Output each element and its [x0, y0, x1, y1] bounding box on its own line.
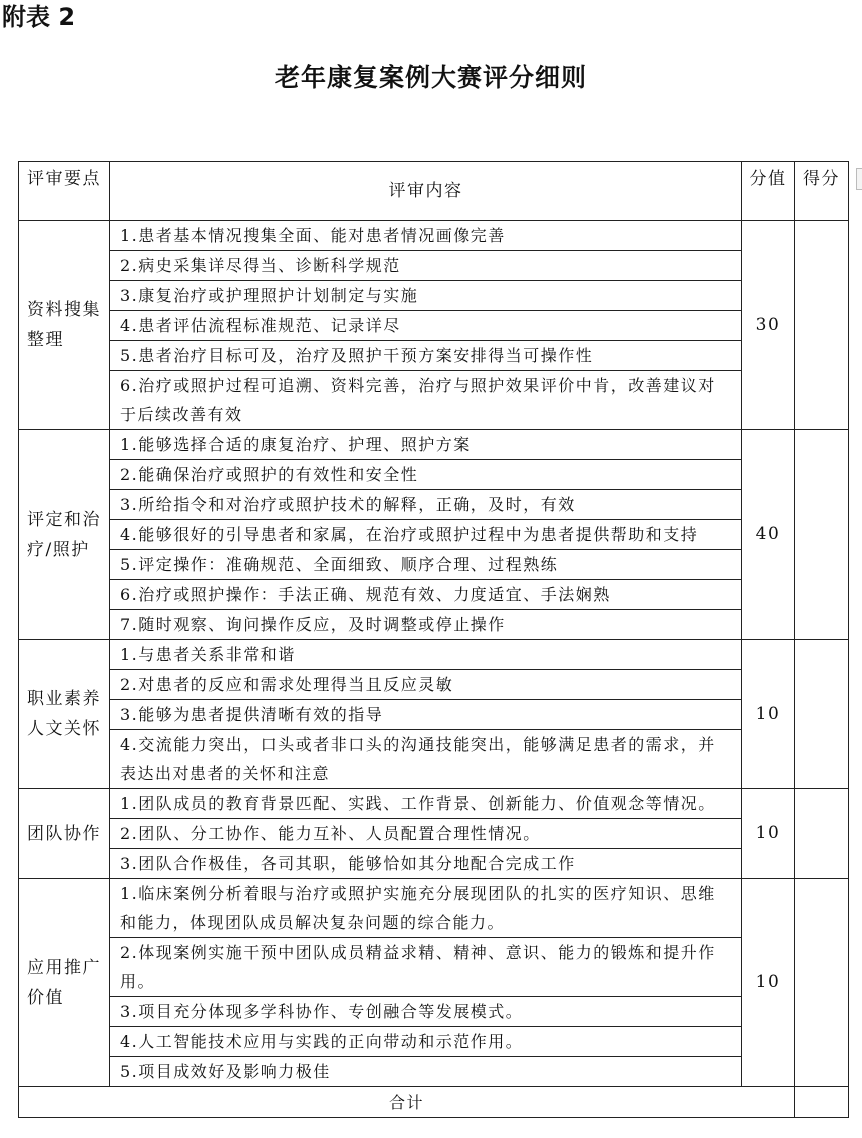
table-row — [19, 550, 849, 580]
criterion-item: 1.患者基本情况搜集全面、能对患者情况画像完善 — [110, 221, 742, 251]
criterion-item: 3.团队合作极佳，各司其职，能够恰如其分地配合完成工作 — [110, 849, 742, 879]
criterion-item: 4.能够很好的引导患者和家属，在治疗或照护过程中为患者提供帮助和支持 — [110, 520, 742, 550]
section-category: 应用推广价值 — [19, 879, 110, 1087]
criterion-item: 2.病史采集详尽得当、诊断科学规范 — [110, 251, 742, 281]
criterion-item: 4.交流能力突出，口头或者非口头的沟通技能突出，能够满足患者的需求，并表达出对患者的关怀和注意 — [110, 730, 742, 789]
header-score: 分值 — [742, 162, 795, 221]
criterion-item: 1.能够选择合适的康复治疗、护理、照护方案 — [110, 430, 742, 460]
table-row — [19, 670, 849, 700]
table-row — [19, 281, 849, 311]
criterion-item: 3.康复治疗或护理照护计划制定与实施 — [110, 281, 742, 311]
table-row — [19, 1027, 849, 1057]
scoring-table — [18, 161, 849, 1118]
criterion-item: 2.团队、分工协作、能力互补、人员配置合理性情况。 — [110, 819, 742, 849]
section-score: 40 — [742, 430, 795, 640]
criterion-item: 4.人工智能技术应用与实践的正向带动和示范作用。 — [110, 1027, 742, 1057]
table-row — [19, 1057, 849, 1087]
obtained-score-cell[interactable] — [795, 879, 849, 1087]
obtained-score-cell[interactable] — [795, 221, 849, 430]
criterion-item: 6.治疗或照护过程可追溯、资料完善，治疗与照护效果评价中肯，改善建议对于后续改善有效 — [110, 371, 742, 430]
table-row — [19, 819, 849, 849]
table-row — [19, 789, 849, 819]
table-row — [19, 997, 849, 1027]
criterion-item: 4.患者评估流程标准规范、记录详尽 — [110, 311, 742, 341]
header-category: 评审要点 — [19, 162, 110, 221]
table-row — [19, 938, 849, 997]
header-obtained: 得分 — [795, 162, 849, 221]
criterion-item: 5.评定操作：准确规范、全面细致、顺序合理、过程熟练 — [110, 550, 742, 580]
criterion-item: 5.项目成效好及影响力极佳 — [110, 1057, 742, 1087]
criterion-item: 6.治疗或照护操作：手法正确、规范有效、力度适宜、手法娴熟 — [110, 580, 742, 610]
table-row — [19, 610, 849, 640]
criterion-item: 3.项目充分体现多学科协作、专创融合等发展模式。 — [110, 997, 742, 1027]
table-row — [19, 251, 849, 281]
table-row — [19, 849, 849, 879]
obtained-score-cell[interactable] — [795, 640, 849, 789]
criterion-item: 2.对患者的反应和需求处理得当且反应灵敏 — [110, 670, 742, 700]
section-score: 10 — [742, 789, 795, 879]
table-row — [19, 430, 849, 460]
table-row — [19, 879, 849, 938]
section-category: 团队协作 — [19, 789, 110, 879]
section-score: 10 — [742, 640, 795, 789]
table-row — [19, 640, 849, 670]
criterion-item: 1.临床案例分析着眼与治疗或照护实施充分展现团队的扎实的医疗知识、思维和能力，体现团队成员解决复杂问题的综合能力。 — [110, 879, 742, 938]
criterion-item: 7.随时观察、询问操作反应，及时调整或停止操作 — [110, 610, 742, 640]
criterion-item: 5.患者治疗目标可及，治疗及照护干预方案安排得当可操作性 — [110, 341, 742, 371]
table-row — [19, 460, 849, 490]
total-label: 合计 — [19, 1087, 795, 1118]
table-row — [19, 580, 849, 610]
total-obtained-cell[interactable] — [795, 1087, 849, 1118]
criterion-item: 2.能确保治疗或照护的有效性和安全性 — [110, 460, 742, 490]
criterion-item: 3.能够为患者提供清晰有效的指导 — [110, 700, 742, 730]
section-category: 资料搜集整理 — [19, 221, 110, 430]
criterion-item: 2.体现案例实施干预中团队成员精益求精、精神、意识、能力的锻炼和提升作用。 — [110, 938, 742, 997]
obtained-score-cell[interactable] — [795, 789, 849, 879]
side-tab-marker — [856, 168, 862, 190]
criterion-item: 1.与患者关系非常和谐 — [110, 640, 742, 670]
table-row — [19, 371, 849, 430]
section-score: 30 — [742, 221, 795, 430]
appendix-label: 附表 2 — [2, 3, 76, 31]
table-row — [19, 311, 849, 341]
total-row — [19, 1087, 849, 1118]
obtained-score-cell[interactable] — [795, 430, 849, 640]
document-title: 老年康复案例大赛评分细则 — [274, 63, 587, 92]
criterion-item: 3.所给指令和对治疗或照护技术的解释，正确，及时，有效 — [110, 490, 742, 520]
table-row — [19, 700, 849, 730]
header-row — [19, 162, 849, 221]
section-score: 10 — [742, 879, 795, 1087]
section-category: 职业素养人文关怀 — [19, 640, 110, 789]
table-row — [19, 221, 849, 251]
criterion-item: 1.团队成员的教育背景匹配、实践、工作背景、创新能力、价值观念等情况。 — [110, 789, 742, 819]
table-row — [19, 490, 849, 520]
table-row — [19, 520, 849, 550]
table-row — [19, 730, 849, 789]
header-content: 评审内容 — [110, 162, 742, 221]
table-row — [19, 341, 849, 371]
section-category: 评定和治疗/照护 — [19, 430, 110, 640]
